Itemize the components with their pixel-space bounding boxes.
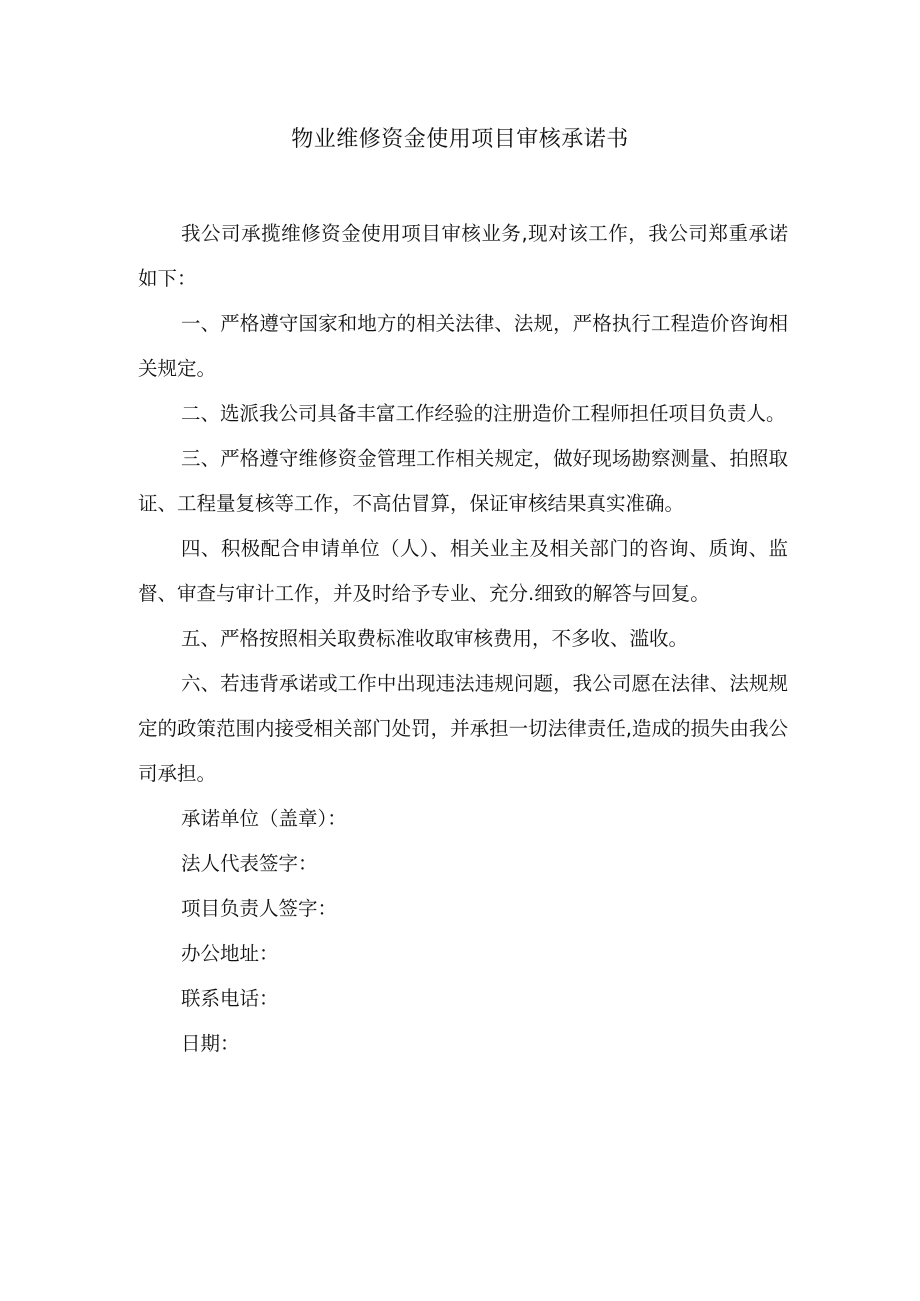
document-body — [138, 211, 788, 1066]
commitment-6: 六、若违背承诺或工作中出现违法违规问题，我公司愿在法律、法规规定的政策范围内接受相关部门处罚，并承担一切法律责任,造成的损失由我公司承担。 — [138, 672, 788, 785]
signature-unit-label: 承诺单位（盖章）： — [181, 807, 347, 830]
signature-project-lead-label: 项目负责人签字： — [181, 897, 338, 920]
document-title: 物业维修资金使用项目审核承诺书 — [291, 127, 629, 152]
commitment-2: 二、选派我公司具备丰富工作经验的注册造价工程师担任项目负责人。 — [181, 402, 786, 425]
signature-legal-rep-label: 法人代表签字： — [181, 852, 318, 875]
commitment-3: 三、严格遵守维修资金管理工作相关规定，做好现场勘察测量、拍照取证、工程量复核等工作，不高估冒算，保证审核结果真实准确。 — [138, 447, 788, 515]
commitment-5: 五、严格按照相关取费标准收取审核费用，不多收、滥收。 — [181, 627, 689, 650]
phone-label: 联系电话： — [181, 987, 279, 1010]
commitment-1: 一、严格遵守国家和地方的相关法律、法规，严格执行工程造价咨询相关规定。 — [138, 312, 788, 380]
commitment-4: 四、积极配合申请单位（人）、相关业主及相关部门的咨询、质询、监督、审查与审计工作，并及时给予专业、充分.细致的解答与回复。 — [138, 537, 788, 605]
address-label: 办公地址： — [181, 942, 279, 965]
date-label: 日期： — [181, 1032, 240, 1055]
intro-paragraph: 我公司承揽维修资金使用项目审核业务,现对该工作，我公司郑重承诺如下： — [138, 222, 788, 290]
